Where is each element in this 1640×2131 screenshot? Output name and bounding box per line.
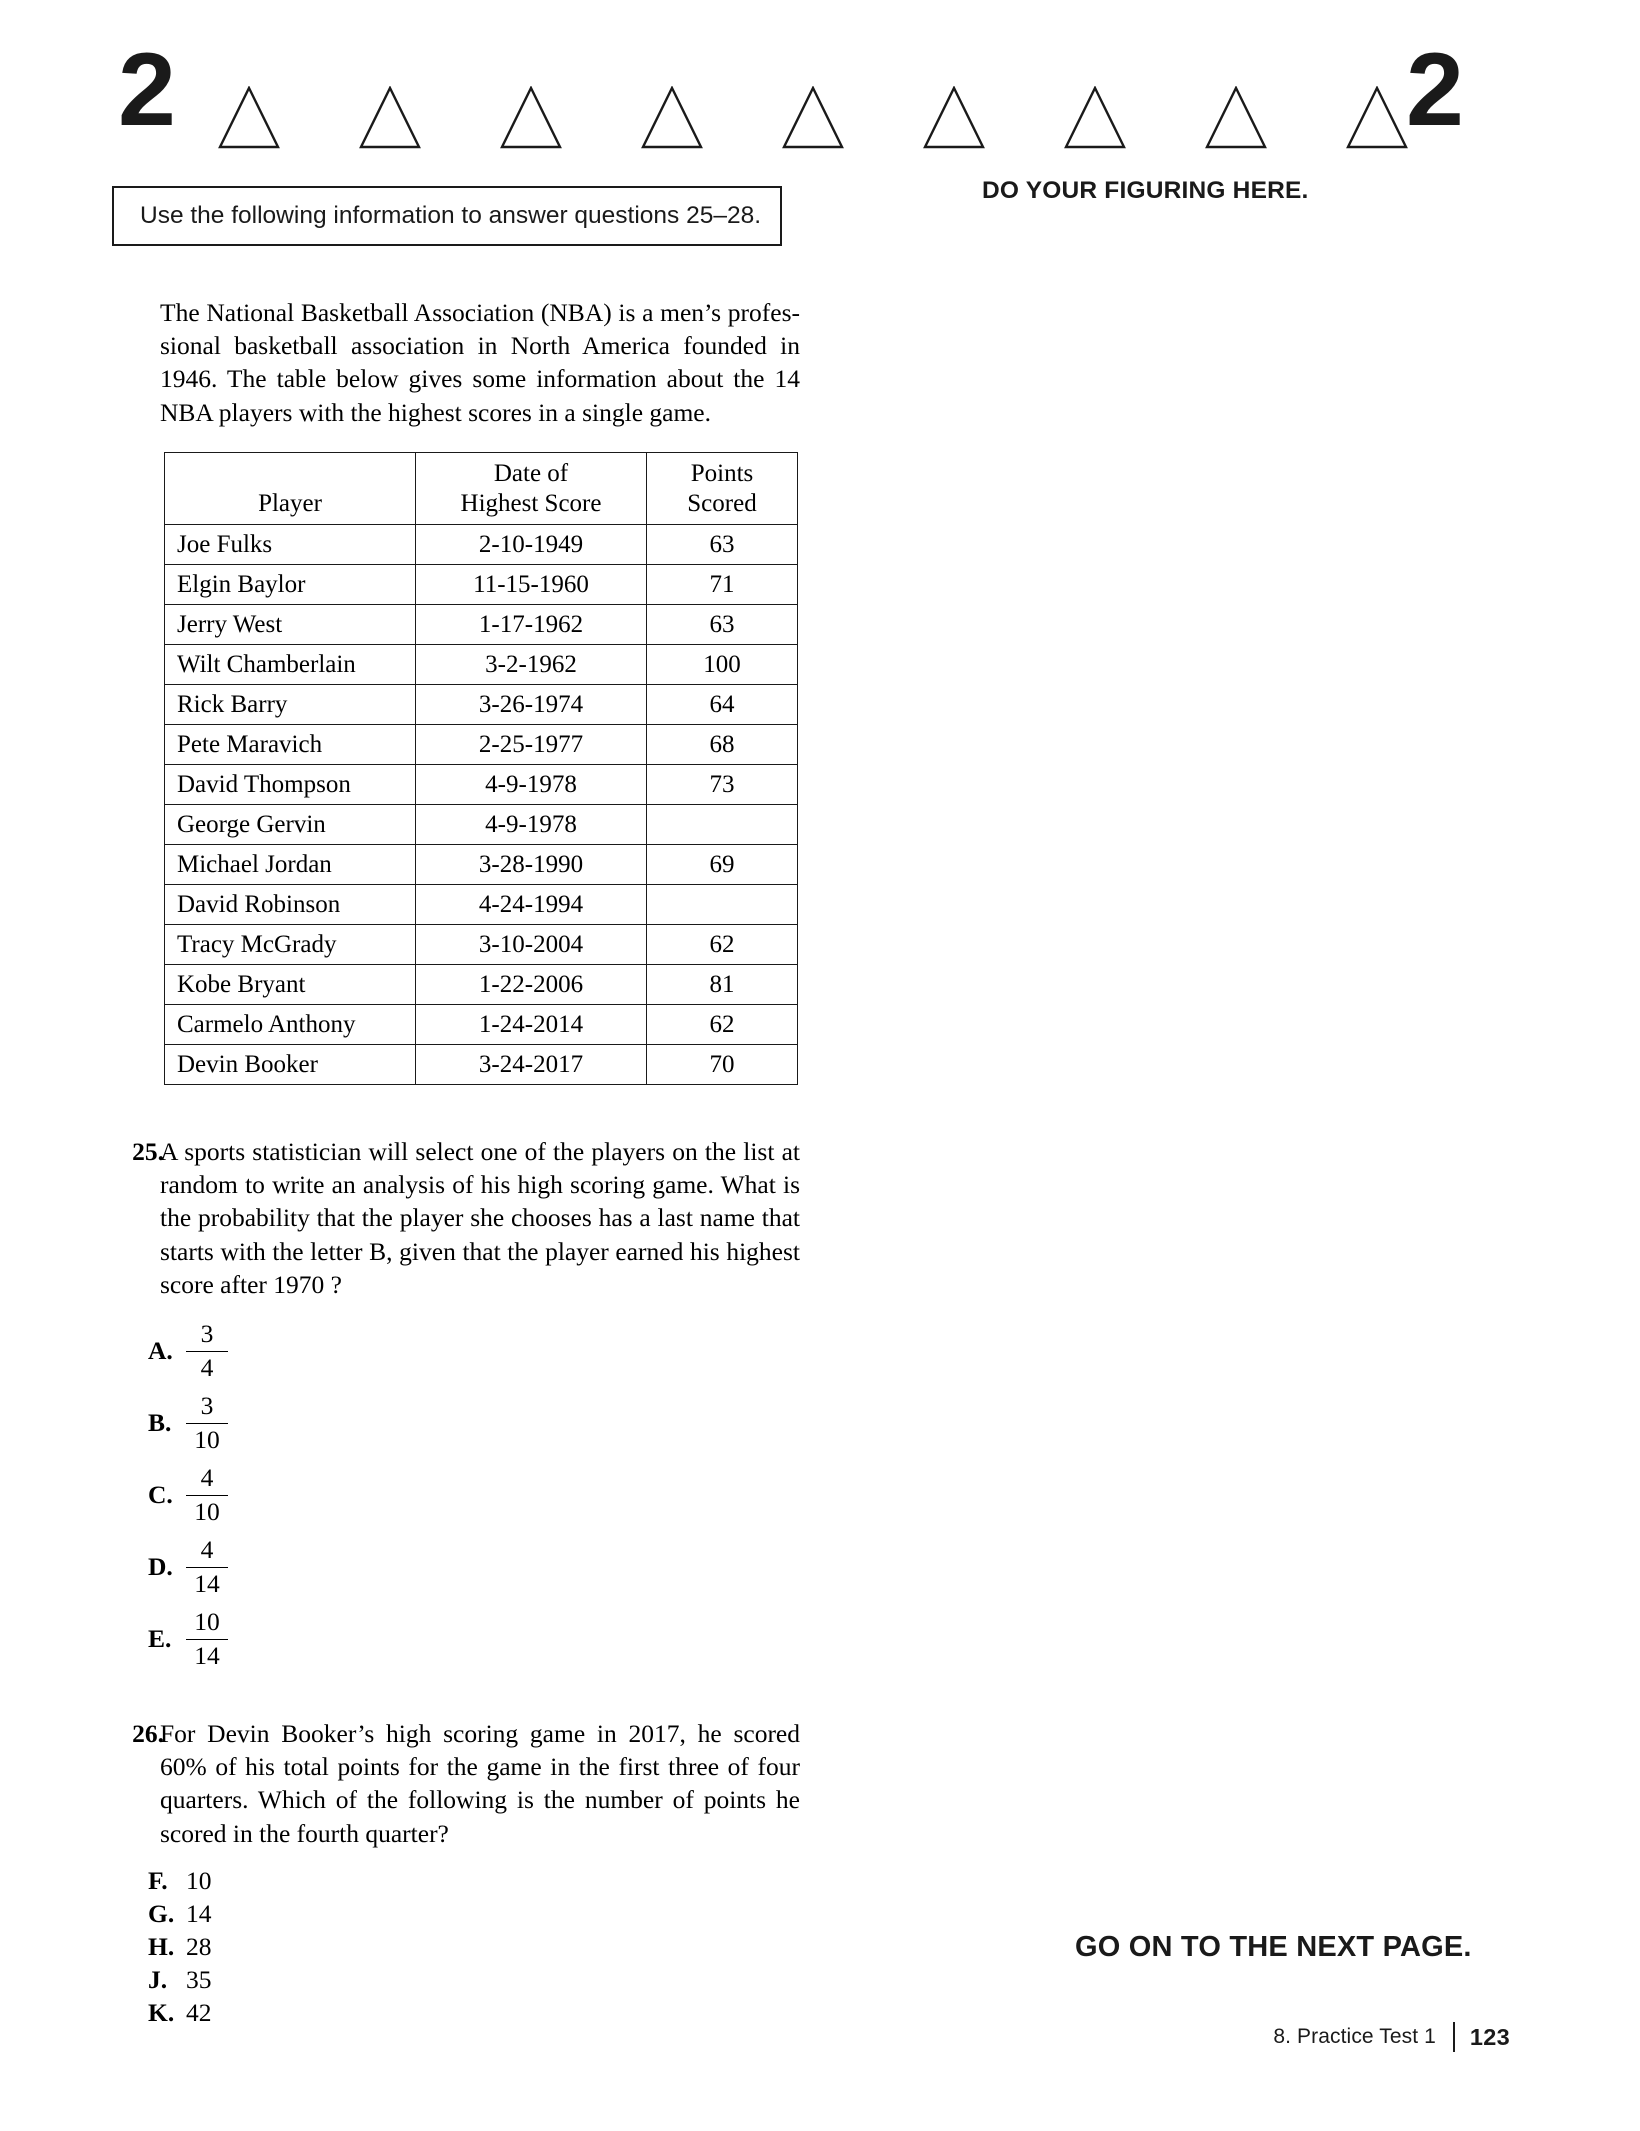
answer-choice-letter: C. (148, 1480, 173, 1510)
fraction-denominator: 14 (194, 1641, 220, 1671)
cell-points: 73 (647, 765, 798, 805)
cell-points: 70 (647, 1045, 798, 1085)
answer-choice[interactable] (132, 1996, 802, 2029)
cell-player: Devin Booker (165, 1045, 416, 1085)
answer-choice-value: 14 (186, 1898, 212, 1928)
cell-date: 4-24-1994 (416, 885, 647, 925)
answer-choice[interactable] (132, 1864, 802, 1897)
answer-choice-letter: G. (148, 1898, 175, 1928)
table-row (165, 1045, 798, 1085)
cell-points: 71 (647, 565, 798, 605)
triangle-row (218, 86, 1408, 154)
cell-date: 11-15-1960 (416, 565, 647, 605)
cell-date: 2-10-1949 (416, 525, 647, 565)
cell-player: Kobe Bryant (165, 965, 416, 1005)
cell-player: David Robinson (165, 885, 416, 925)
answer-choice[interactable] (132, 1459, 802, 1531)
fraction-denominator: 4 (200, 1353, 214, 1383)
fraction-bar (186, 1567, 228, 1568)
table-row (165, 765, 798, 805)
cell-player: George Gervin (165, 805, 416, 845)
table-row (165, 805, 798, 845)
fraction-numerator: 4 (200, 1535, 214, 1565)
answer-choice[interactable] (132, 1387, 802, 1459)
cell-player: Tracy McGrady (165, 925, 416, 965)
cell-date: 1-17-1962 (416, 605, 647, 645)
cell-player: Pete Maravich (165, 725, 416, 765)
table-row (165, 845, 798, 885)
question-25-text: A sports statistician will select one of the players on the list at random to write an analysis of his high scoring game. What is the probability that the player she chooses has a last name that starts with the letter B, given that the player earned his highest score after 1970 ? (160, 1137, 800, 1299)
cell-player: Michael Jordan (165, 845, 416, 885)
answer-choice-fraction (186, 1535, 228, 1599)
cell-date: 2-25-1977 (416, 725, 647, 765)
cell-date: 4-9-1978 (416, 765, 647, 805)
answer-choice-letter: E. (148, 1624, 172, 1654)
table-row (165, 645, 798, 685)
cell-date: 4-9-1978 (416, 805, 647, 845)
cell-player: Wilt Chamberlain (165, 645, 416, 685)
instruction-text: Use the following information to answer questions 25–28. (140, 202, 762, 229)
cell-player: Carmelo Anthony (165, 1005, 416, 1045)
answer-choice[interactable] (132, 1315, 802, 1387)
question-26-text: For Devin Booker’s high scoring game in 2017, he scored 60% of his total points for the game in the first three of four quarters. Which of the following is the number of points he scored in the fourth quarter? (160, 1719, 800, 1848)
fraction-denominator: 10 (194, 1425, 220, 1455)
fraction-denominator: 14 (194, 1569, 220, 1599)
answer-choice-fraction (186, 1607, 228, 1671)
fraction-numerator: 3 (200, 1319, 214, 1349)
cell-points: 69 (647, 845, 798, 885)
cell-points (647, 805, 798, 845)
question-26-choices (132, 1864, 802, 2029)
cell-player: Elgin Baylor (165, 565, 416, 605)
table-row (165, 965, 798, 1005)
cell-points: 64 (647, 685, 798, 725)
table-row (165, 885, 798, 925)
column-header-points-line1: Points (690, 460, 754, 487)
section-number-left: 2 (118, 32, 173, 148)
answer-choice-letter: J. (148, 1964, 168, 1994)
answer-choice[interactable] (132, 1897, 802, 1930)
question-26 (112, 1717, 802, 2029)
answer-choice-value: 42 (186, 1997, 212, 2027)
cell-player: Joe Fulks (165, 525, 416, 565)
column-header-date (416, 453, 647, 525)
nba-scores-table (164, 452, 798, 1085)
cell-points: 68 (647, 725, 798, 765)
fraction-bar (186, 1351, 228, 1352)
instruction-box (112, 186, 782, 246)
passage-text: The National Basketball Association (NBA) is a men’s professional basketball association in North America founded in 1946. The table below gives some information about the 14 NBA players with the highest scores in a single game. (160, 298, 800, 427)
cell-date: 1-22-2006 (416, 965, 647, 1005)
cell-date: 3-2-1962 (416, 645, 647, 685)
table-row (165, 725, 798, 765)
table-head (165, 453, 798, 525)
column-header-player-line2: Player (258, 490, 322, 517)
cell-player: Rick Barry (165, 685, 416, 725)
fraction-bar (186, 1423, 228, 1424)
answer-choice-value: 28 (186, 1931, 212, 1961)
cell-points: 81 (647, 965, 798, 1005)
answer-choice-fraction (186, 1319, 228, 1383)
cell-date: 3-28-1990 (416, 845, 647, 885)
cell-points (647, 885, 798, 925)
answer-choice-letter: B. (148, 1408, 172, 1438)
cell-date: 3-26-1974 (416, 685, 647, 725)
fraction-denominator: 10 (194, 1497, 220, 1527)
cell-points: 62 (647, 1005, 798, 1045)
table-header-row (165, 453, 798, 525)
answer-choice-fraction (186, 1463, 228, 1527)
cell-player: David Thompson (165, 765, 416, 805)
table-row (165, 525, 798, 565)
answer-choice-letter: D. (148, 1552, 173, 1582)
fraction-bar (186, 1495, 228, 1496)
answer-choice[interactable] (132, 1963, 802, 1996)
cell-date: 3-10-2004 (416, 925, 647, 965)
answer-choice-value: 35 (186, 1964, 212, 1994)
answer-choice-letter: F. (148, 1865, 168, 1895)
answer-choice-fraction (186, 1391, 228, 1455)
question-26-number: 26. (132, 1719, 164, 1748)
footer-page-number: 123 (1469, 2023, 1510, 2050)
table-row (165, 565, 798, 605)
column-header-points-line2: Scored (687, 490, 757, 517)
section-number-right: 2 (1406, 32, 1461, 148)
column-header-points (647, 453, 798, 525)
answer-choice-letter: K. (148, 1997, 175, 2027)
cell-points: 62 (647, 925, 798, 965)
cell-date: 1-24-2014 (416, 1005, 647, 1045)
fraction-numerator: 4 (200, 1463, 214, 1493)
cell-points: 63 (647, 605, 798, 645)
fraction-numerator: 10 (194, 1607, 220, 1637)
table-body (165, 525, 798, 1085)
footer-source-label: 8. Practice Test 1 (1273, 2025, 1436, 2048)
go-on-to-next-page-label: GO ON TO THE NEXT PAGE. (1075, 1931, 1472, 1963)
fraction-numerator: 3 (200, 1391, 214, 1421)
answer-choice[interactable] (132, 1603, 802, 1675)
question-25-choices (132, 1315, 802, 1675)
answer-choice[interactable] (132, 1930, 802, 1963)
cell-player: Jerry West (165, 605, 416, 645)
do-your-figuring-here-label: DO YOUR FIGURING HERE. (982, 177, 1309, 204)
fraction-bar (186, 1639, 228, 1640)
page-footer (1273, 2022, 1510, 2052)
footer-divider (1453, 2022, 1455, 2052)
table-row (165, 685, 798, 725)
table-row (165, 925, 798, 965)
section-header-band (118, 32, 1518, 148)
table-row (165, 1005, 798, 1045)
column-header-player (165, 453, 416, 525)
question-25-number: 25. (132, 1137, 164, 1166)
answer-choice-letter: H. (148, 1931, 175, 1961)
cell-date: 3-24-2017 (416, 1045, 647, 1085)
question-25 (112, 1135, 802, 1675)
answer-choice-value: 10 (186, 1865, 212, 1895)
table-row (165, 605, 798, 645)
answer-choice[interactable] (132, 1531, 802, 1603)
cell-points: 63 (647, 525, 798, 565)
column-header-date-line1: Date of (493, 460, 569, 487)
column-header-date-line2: Highest Score (460, 490, 602, 517)
cell-points: 100 (647, 645, 798, 685)
answer-choice-letter: A. (148, 1336, 173, 1366)
